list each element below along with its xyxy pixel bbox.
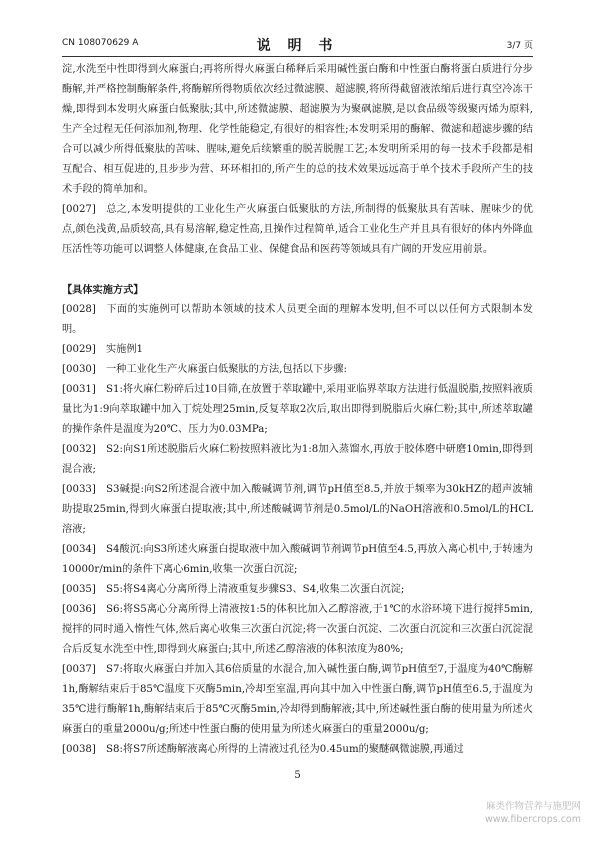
paragraph-number: [0033] [62, 484, 96, 495]
paragraph-continuation: 淀,水洗至中性即得到火麻蛋白;再将所得火麻蛋白稀释后采用碱性蛋白酶和中性蛋白酶将蛋白质进行分步酶解,并严格控制酶解条件,将酶解所得物质依次经过微滤膜、超滤膜,将所得截留液浓缩后进行真空冷冻干燥,即得到本发明火麻蛋白低聚肽;其中,所述微滤膜、超滤膜为为聚砜滤膜,是以食品级等级聚丙烯为原料,生产全过程无任何添加剂,物理、化学性能稳定,有很好的相容性;本发明采用的酶解、微滤和超滤步骤的结合可以减少所得低聚肽的苦味、腥味,避免后续繁重的脱苦脱腥工艺;本发明所采用的每一技术手段都是相互配合、相互促进的,且步步为营、环环相扣的,所产生的总的技术效果远远高于单个技术手段所产生的技术手段的简单加和。 [62, 64, 533, 195]
paragraph-text: 实施例1 [106, 344, 144, 355]
page-number: 5 [294, 770, 301, 781]
paragraph-0033 [62, 480, 533, 540]
document-type-title: 说 明 书 [256, 38, 339, 54]
paragraph-number: [0036] [62, 604, 96, 615]
paragraph-text: S2:向S1所述脱脂后火麻仁粉按照料液比为1:8加入蒸馏水,再放于胶体磨中研磨10min,即得到混合液; [62, 444, 533, 475]
paragraph-0034 [62, 540, 533, 580]
paragraph-0031 [62, 380, 533, 440]
paragraph-number: [0032] [62, 444, 96, 455]
paragraph-text: S6:将S5离心分离所得上清液按1:5的体积比加入乙醇溶液,于1℃的水浴环境下进行搅拌5min,搅拌的同时通入惰性气体,然后离心收集三次蛋白沉淀;将一次蛋白沉淀、二次蛋白沉淀和三次蛋白沉淀混合后反复水洗至中性,即得到火麻蛋白;其中,所述乙醇溶液的体积浓度为80%; [62, 604, 533, 655]
page-header [62, 34, 533, 57]
paragraph-0035 [62, 580, 533, 600]
paragraph-0037 [62, 660, 533, 740]
watermark-url: www.fibercrops.com [484, 814, 581, 825]
paragraph-number: [0034] [62, 544, 96, 555]
paragraph-text: S1:将火麻仁粉碎后过10目筛,在放置于萃取罐中,采用亚临界萃取方法进行低温脱脂,按照料液质量比为1:9向萃取罐中加入丁烷处理25min,反复萃取2次后,取出即得到脱脂后火麻仁粉;其中,所述萃取罐的操作条件是温度为20℃、压力为0.03MPa; [62, 384, 533, 435]
document-body [62, 60, 533, 760]
paragraph-text: S7:将取火麻蛋白并加入其6倍质量的水混合,加入碱性蛋白酶,调节pH值至7,于温度为40℃酶解1h,酶解结束后于85℃温度下灭酶5min,冷却至室温,再向其中加入中性蛋白酶,调节pH值至6.5,于温度为35℃进行酶解1h,酶解结束后于85℃灭酶5min,冷却得到酶解液;其中,所述碱性蛋白酶的使用量为所述火麻蛋白的重量2000u/g;所述中性蛋白酶的使用量为所述火麻蛋白的重量2000u/g; [62, 664, 533, 735]
paragraph-0032 [62, 440, 533, 480]
paragraph-text: S4酸沉:向S3所述火麻蛋白提取液中加入酸碱调节剂调节pH值至4.5,再放入离心机中,于转速为10000r/min的条件下离心6min,收集一次蛋白沉淀; [62, 544, 533, 575]
paragraph-text: 一种工业化生产火麻蛋白低聚肽的方法,包括以下步骤: [106, 364, 347, 375]
paragraph-number: [0037] [62, 664, 96, 675]
paragraph-0028 [62, 300, 533, 340]
page-info: 3/7 页 [506, 41, 533, 51]
paragraph-text: S3碱提:向S2所述混合液中加入酸碱调节剂,调节pH值至8.5,并放于频率为30kHZ的超声波辅助提取25min,得到火麻蛋白提取液;其中,所述酸碱调节剂是0.5mol/L的NaOH溶液和0.5mol/L的HCL溶液; [62, 484, 533, 535]
paragraph-text: 下面的实施例可以帮助本领域的技术人员更全面的理解本发明,但不可以以任何方式限制本发明。 [62, 304, 533, 335]
paragraph-text: S8:将S7所述酶解液离心所得的上清液过孔径为0.45um的聚醚砜微滤膜,再通过 [106, 744, 464, 755]
paragraph-number: [0031] [62, 384, 96, 395]
paragraph-number: [0028] [62, 304, 96, 315]
paragraph-number: [0035] [62, 584, 96, 595]
paragraph-0030 [62, 360, 533, 380]
patent-number: CN 108070629 A [62, 38, 139, 48]
paragraph-0036 [62, 600, 533, 660]
site-watermark [485, 800, 581, 826]
paragraph-0038 [62, 740, 533, 760]
paragraph-text: 总之,本发明提供的工业化生产火麻蛋白低聚肽的方法,所制得的低聚肽具有苦味、腥味少的优点,颜色浅黄,品质较高,具有易溶解,稳定性高,且操作过程简单,适合工业化生产并且具有很好的体内外降血压活性等功能可以调整人体健康,在食品工业、保健食品和医药等领域具有广阔的开发应用前景。 [62, 204, 533, 255]
paragraph-number: [0030] [62, 364, 96, 375]
paragraph-text: S5:将S4离心分离所得上清液重复步骤S3、S4,收集二次蛋白沉淀; [106, 584, 405, 595]
paragraph-number: [0027] [62, 204, 96, 215]
watermark-site-name: 麻类作物营养与施肥网 [485, 801, 581, 812]
paragraph-0027 [62, 200, 533, 260]
paragraph-number: [0038] [62, 744, 96, 755]
section-title: 【具体实施方式】 [62, 284, 144, 296]
paragraph-number: [0029] [62, 344, 96, 355]
paragraph-0029 [62, 340, 533, 360]
